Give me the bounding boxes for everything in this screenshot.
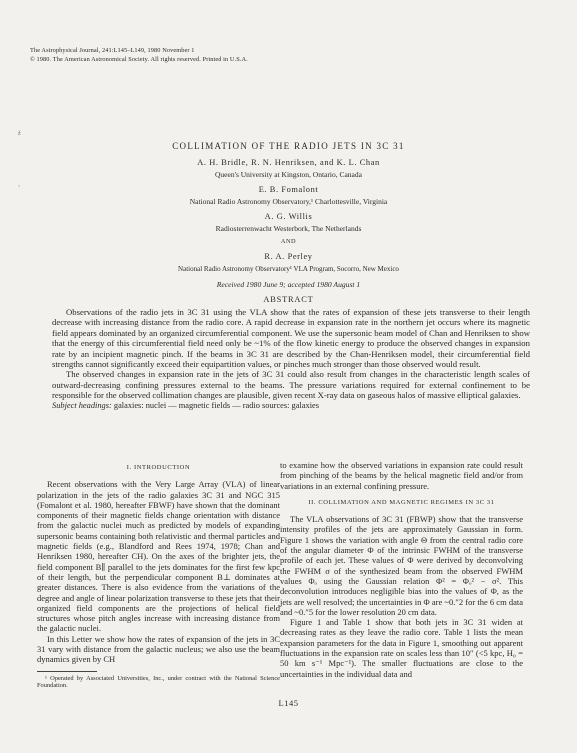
page-number: L145 [278,698,299,708]
author-names-2: E. B. Fomalont [258,185,319,194]
author-names-3: A. G. Willis [264,212,313,221]
section-heading-collimation: II. COLLIMATION AND MAGNETIC REGIMES IN 3C 31 [308,498,495,506]
body-paragraph: Recent observations with the Very Large Array (VLA) of linear polarization in the jets of the radio galaxies 3C 31 and NGC 315 (Fomalont et al. 1980, hereafter FBWF) have shown that the dominant components of their magnetic fields change orientation with distance from the galactic nuclei much as predicted by models of expanding supersonic beams containing both relativistic and thermal particles and magnetic fields (e.g., Blandford and Rees 1974, 1978; Chan and Henriksen 1980, hereafter CH). On the axes of the brighter jets, the field component B∥ parallel to the jets dominates for the first few kpc of their length, but the perpendicular component B⊥ dominates at greater distances. There is also evidence from the variations of the degree and angle of linear polarization transverse to these jets that their organized field components are the projections of helical field structures whose pitch angles increase with increasing distance from the galactic nuclei. [37,479,280,634]
received-dates: Received 1980 June 9; accepted 1980 August 1 [216,280,361,289]
subject-headings [52,401,530,411]
body-paragraph: Figure 1 and Table 1 show that both jets in 3C 31 widen at decreasing rates as they leave the radio core. Table 1 lists the mean expansion parameters for the data in Figure 1, smoothing out apparent fluctuations in the expansion rate on scales less than 10″ (<5 kpc, H₀ = 50 km s⁻¹ Mpc⁻¹). The smaller fluctuations are close to the uncertainties in the individual data and [280,617,523,679]
author-affiliation-1: Queen's University at Kingston, Ontario, Canada [215,170,362,179]
footnote-rule [37,671,97,672]
body-paragraph: The VLA observations of 3C 31 (FBWP) show that the transverse intensity profiles of the jets are approximately Gaussian in form. Figure 1 shows the variation with angle Θ from the central radio core of the angular diameter Φ of the intrinsic FWHM of the transverse profile of each jet. These values of Φ were derived by deconvolving the FWHM σ of the synthesized beam from the observed FWHM values Φₒ using the Gaussian relation Φ² = Φₒ² − σ². This deconvolution introduces negligible bias into the values of Φ, as the jets are well resolved; the uncertainties in Φ are ~0.″2 for the 6 cm data and ~0.″5 for the lower resolution 20 cm data. [280,514,523,617]
right-column [280,460,523,679]
paper-title: COLLIMATION OF THE RADIO JETS IN 3C 31 [172,141,405,151]
body-paragraph-continued: to examine how the observed variations in expansion rate could result from pinching of the beams by the helical magnetic field and/or from variations in an external confining pressure. [280,460,523,491]
copyright-line: © 1980. The American Astronomical Society. All rights reserved. Printed in U.S.A. [30,55,248,63]
author-names-1: A. H. Bridle, R. N. Henriksen, and K. L. Chan [197,158,380,167]
subject-label: Subject headings: [52,400,112,410]
body-paragraph: In this Letter we show how the rates of expansion of the jets in 3C 31 vary with distance from the galactic nucleus; we also use the beam dynamics given by CH [37,633,280,665]
author-affiliation-3: Radiosterrenwacht Westerbork, The Netherlands [215,224,362,233]
author-names-4: R. A. Perley [264,252,313,261]
margin-mark: ž [18,131,21,137]
subject-text: galaxies: nuclei — magnetic fields — radio sources: galaxies [113,400,319,410]
abstract-paragraph: The observed changes in expansion rate in the jets of 3C 31 could also result from changes in the characteristic length scales of outward-decreasing confining pressures external to the beams. The pressure variations required for external confinement to be responsible for the observed collimation changes are plausible, given recent X-ray data on gaseous halos of massive elliptical galaxies. [52,369,530,401]
margin-mark: ¸ [18,181,20,187]
section-heading-introduction: I. INTRODUCTION [126,464,191,471]
footnote: ¹ Operated by Associated Universities, Inc., under contract with the National Science Foundation. [37,674,280,690]
abstract [52,307,530,411]
journal-header [30,47,248,64]
abstract-heading: ABSTRACT [263,295,314,304]
journal-citation: The Astrophysical Journal, 241:L145–L149, 1980 November 1 [30,47,195,54]
and-separator: AND [280,238,297,245]
author-affiliation-4: National Radio Astronomy Observatory¹ VLA Program, Socorro, New Mexico [178,265,399,273]
abstract-paragraph: Observations of the radio jets in 3C 31 using the VLA show that the rates of expansion of these jets transverse to their length decrease with increasing distance from the radio core. A rapid decrease in expansion rate in the northern jet occurs where its magnetic field appears dominated by an organized circumferential component. We use the supersonic beam model of Chan and Henriksen to show that the energy of this circumferential field need only be ~1% of the flow kinetic energy to produce the observed changes in expansion rate by an incipient magnetic pinch. If the beams in 3C 31 are described by the Chan-Henriksen model, their circumferential field strengths cannot significantly exceed their equipartition values, or pinches much stronger than those observed would result. [52,307,530,370]
author-affiliation-2: National Radio Astronomy Observatory,¹ Charlottesville, Virginia [189,197,388,206]
left-column [37,460,280,690]
